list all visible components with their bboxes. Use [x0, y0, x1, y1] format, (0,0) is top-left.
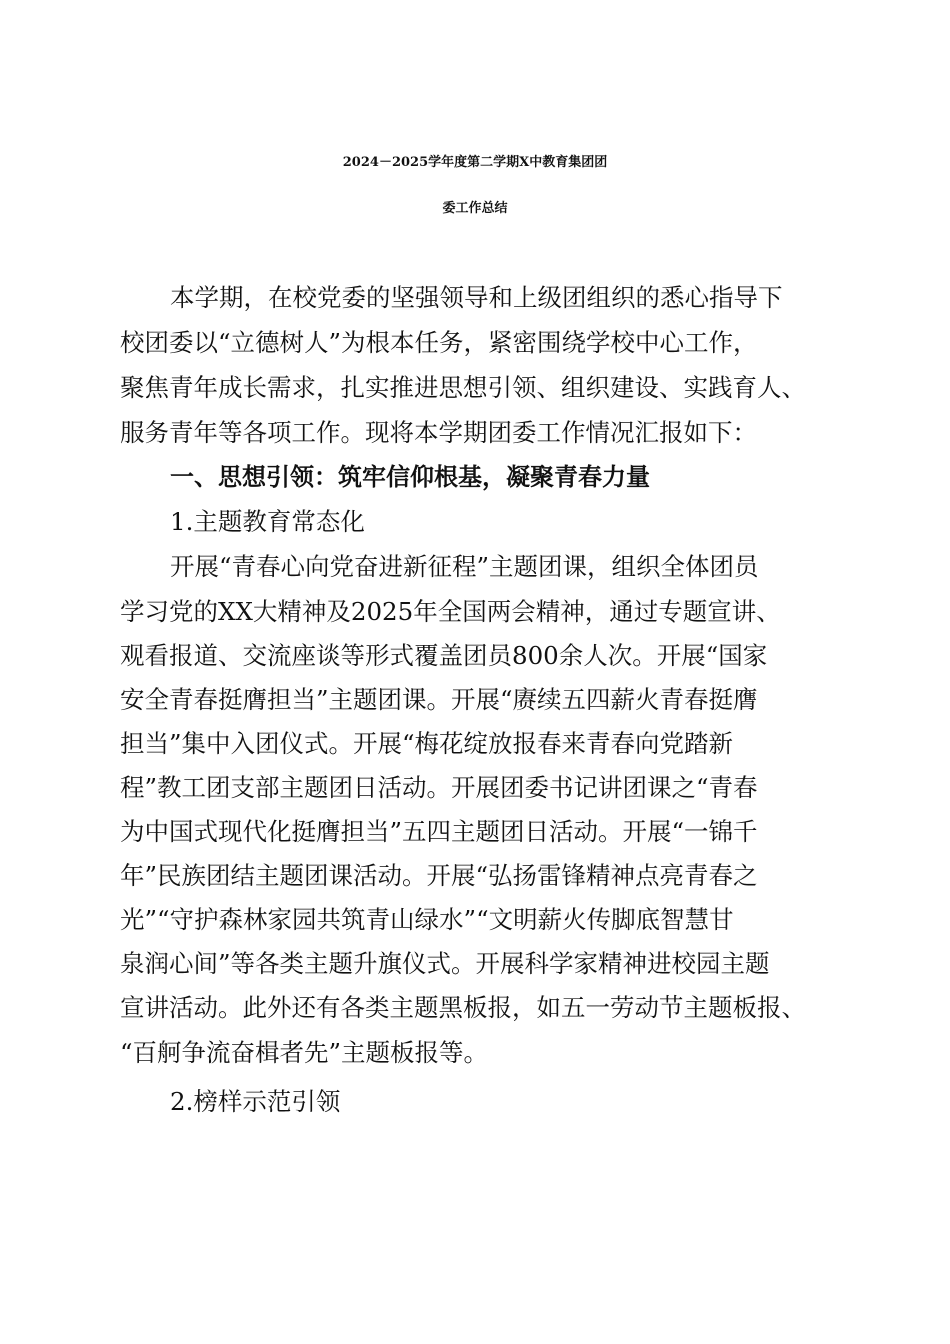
subsection-1-line-4: 安全青春挺膺担当”主题团课。开展“赓续五四薪火青春挺膺 [120, 685, 758, 714]
intro-line-3: 聚焦青年成长需求，扎实推进思想引领、组织建设、实践育人、 [120, 373, 806, 402]
document-title-line-1: 2024－2025学年度第二学期X中教育集团团 [342, 155, 608, 170]
subsection-1-line-12: “百舸争流奋楫者先”主题板报等。 [120, 1038, 489, 1067]
subsection-1-line-11: 宣讲活动。此外还有各类主题黑板报，如五一劳动节主题板报、 [120, 993, 806, 1022]
subsection-1-line-6: 程”教工团支部主题团日活动。开展团委书记讲团课之“青春 [120, 773, 758, 802]
subsection-2-heading: 2.榜样示范引领 [170, 1087, 341, 1116]
subsection-1-line-1: 开展“青春心向党奋进新征程”主题团课，组织全体团员 [170, 552, 759, 581]
subsection-1-heading: 1.主题教育常态化 [170, 507, 365, 536]
subsection-1-line-3: 观看报道、交流座谈等形式覆盖团员800余人次。开展“国家 [120, 641, 768, 670]
subsection-1-line-9: 光”“守护森林家园共筑青山绿水”“文明薪火传脚底智慧甘 [120, 905, 734, 934]
intro-line-1: 本学期，在校党委的坚强领导和上级团组织的悉心指导下 [170, 283, 783, 312]
subsection-1-line-5: 担当”集中入团仪式。开展“梅花绽放报春来青春向党踏新 [120, 729, 734, 758]
intro-line-2: 校团委以“立德树人”为根本任务，紧密围绕学校中心工作， [120, 328, 758, 357]
subsection-1-line-8: 年”民族团结主题团课活动。开展“弘扬雷锋精神点亮青春之 [120, 861, 758, 890]
subsection-1-line-10: 泉润心间”等各类主题升旗仪式。开展科学家精神进校园主题 [120, 949, 770, 978]
subsection-1-line-7: 为中国式现代化挺膺担当”五四主题团日活动。开展“一锦千 [120, 817, 758, 846]
document-title-line-2: 委工作总结 [442, 201, 508, 216]
subsection-1-line-2: 学习党的XX大精神及2025年全国两会精神，通过专题宣讲、 [120, 597, 781, 626]
section-1-heading: 一、思想引领：筑牢信仰根基，凝聚青春力量 [170, 463, 650, 491]
intro-line-4: 服务青年等各项工作。现将本学期团委工作情况汇报如下： [120, 418, 757, 447]
